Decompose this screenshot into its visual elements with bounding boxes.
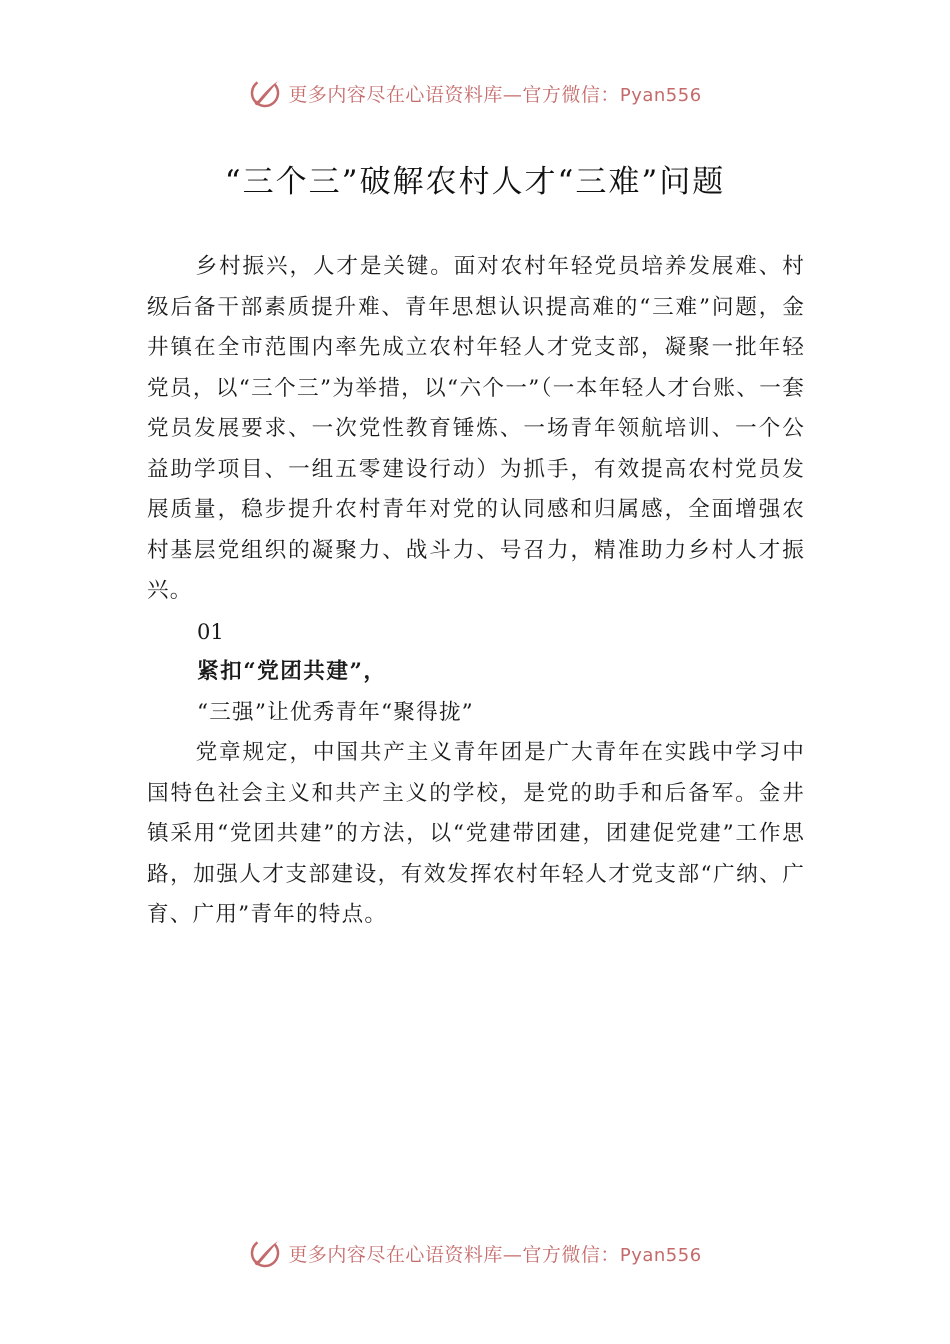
watermark-text xyxy=(288,80,701,107)
brush-logo-icon xyxy=(248,1236,282,1270)
section-number: 01 xyxy=(197,619,224,644)
intro-paragraph: 乡村振兴，人才是关键。面对农村年轻党员培养发展难、村级后备干部素质提升难、青年思想认识提高难的“三难”问题，金井镇在全市范围内率先成立农村年轻人才党支部，凝聚一批年轻党员，以“三个三”为举措，以“六个一”（一本年轻人才台账、一套党员发展要求、一次党性教育锤炼、一场青年领航培训、一个公益助学项目、一组五零建设行动）为抓手，有效提高农村党员发展质量，稳步提升农村青年对党的认同感和归属感，全面增强农村基层党组织的凝聚力、战斗力、号召力，精准助力乡村人才振兴。 xyxy=(147,254,805,603)
section-subheading: “三强”让优秀青年“聚得拢” xyxy=(197,699,474,725)
article-body xyxy=(147,247,805,936)
watermark-wechat-id: Pyan556 xyxy=(619,1244,702,1266)
section-paragraph: 党章规定，中国共产主义青年团是广大青年在实践中学习中国特色社会主义和共产主义的学校，是党的助手和后备军。金井镇采用“党团共建”的方法，以“党建带团建，团建促党建”工作思路，加强人才支部建设，有效发挥农村年轻人才党支部“广纳、广育、广用”青年的特点。 xyxy=(147,740,805,927)
footer-watermark xyxy=(0,1233,950,1273)
watermark-cn-text: 更多内容尽在心语资料库—官方微信： xyxy=(288,1243,620,1266)
watermark-wechat-id: Pyan556 xyxy=(619,84,702,106)
watermark-cn-text: 更多内容尽在心语资料库—官方微信： xyxy=(288,83,620,106)
section-heading: 紧扣“党团共建”， xyxy=(197,659,387,684)
article-title: “三个三”破解农村人才“三难”问题 xyxy=(224,164,726,200)
header-watermark xyxy=(0,73,950,113)
brush-logo-icon xyxy=(248,76,282,110)
watermark-text xyxy=(288,1240,701,1267)
